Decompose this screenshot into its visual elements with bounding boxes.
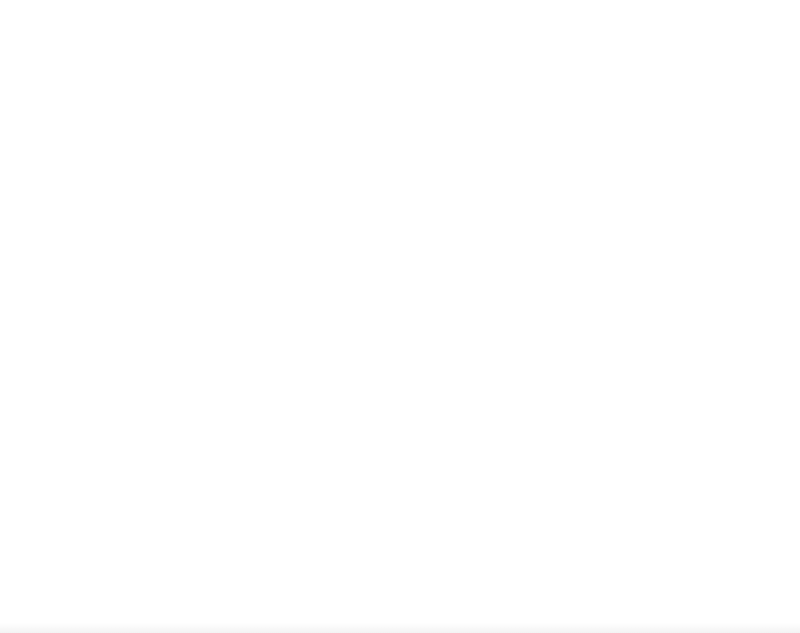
article-body [34, 80, 766, 600]
article-body-line [34, 120, 766, 160]
article-body-line [34, 520, 766, 560]
article-body-line [34, 80, 766, 120]
article-body-line [34, 360, 766, 400]
article-body-line [34, 240, 766, 280]
article-body-line [34, 200, 766, 240]
article-body-line [34, 440, 766, 480]
article-body-line [34, 160, 766, 200]
article-body-line [34, 400, 766, 440]
article-body-line [34, 480, 766, 520]
clipping-cut-edge [0, 623, 800, 633]
article-headline [34, 18, 766, 66]
article-body-line [34, 320, 766, 360]
article-body-line [34, 280, 766, 320]
article-body-line [34, 560, 766, 600]
